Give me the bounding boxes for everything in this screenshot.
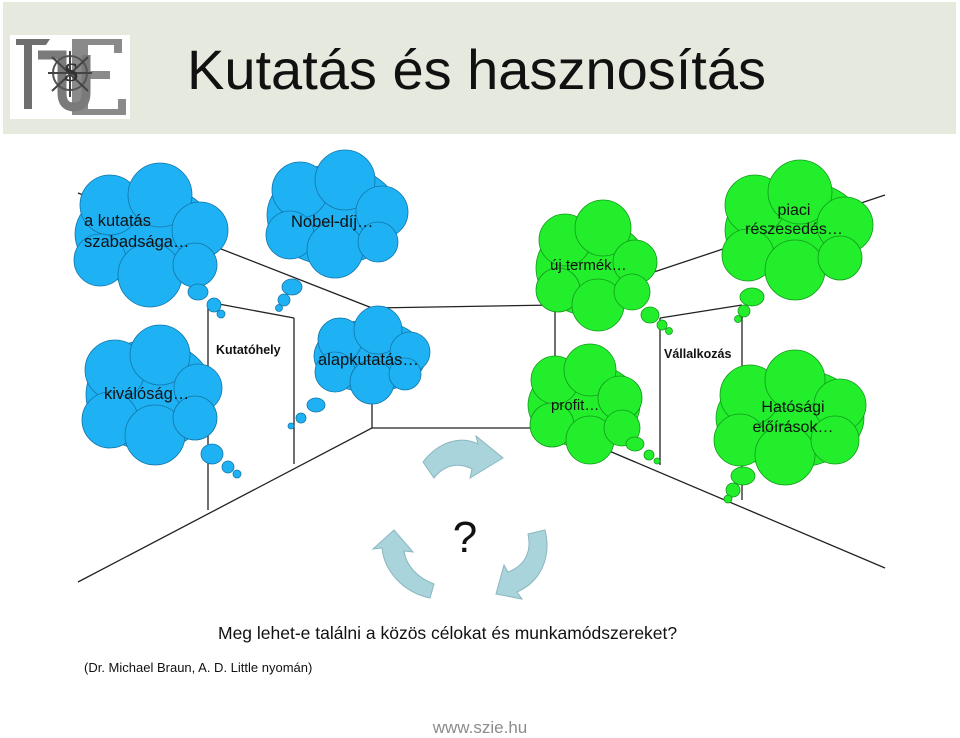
page-title: Kutatás és hasznosítás [187, 38, 767, 101]
research-clouds [74, 150, 430, 478]
cloud-text-excellence: kiválóság… [104, 385, 190, 403]
research-room-label: Kutatóhely [216, 343, 281, 357]
footer-url: www.szie.hu [432, 718, 528, 737]
cloud-text-freedom-2: szabadsága… [84, 233, 190, 251]
cloud-text-regulations-1: Hatósági [761, 399, 825, 416]
cloud-text-new-product: új termék… [550, 257, 627, 274]
cloud-text-basic-research: alapkutatás… [318, 351, 419, 369]
svg-text:S: S [64, 58, 79, 87]
source-credit: (Dr. Michael Braun, A. D. Little nyomán) [84, 660, 313, 675]
cloud-text-nobel: Nobel-díj… [291, 213, 374, 231]
question-mark: ? [452, 513, 478, 562]
business-room-label: Vállalkozás [664, 347, 732, 361]
thought-cloud [722, 160, 873, 323]
cloud-text-profit: profit… [551, 397, 600, 414]
cloud-text-freedom-1: a kutatás [84, 212, 151, 230]
cloud-text-market-share-1: piaci [777, 202, 811, 219]
cloud-text-regulations-2: előírások… [752, 419, 834, 436]
question-caption: Meg lehet-e találni a közös célokat és munkamódszereket? [218, 623, 678, 643]
business-clouds [528, 160, 873, 503]
cloud-text-market-share-2: részesedés… [745, 221, 843, 238]
